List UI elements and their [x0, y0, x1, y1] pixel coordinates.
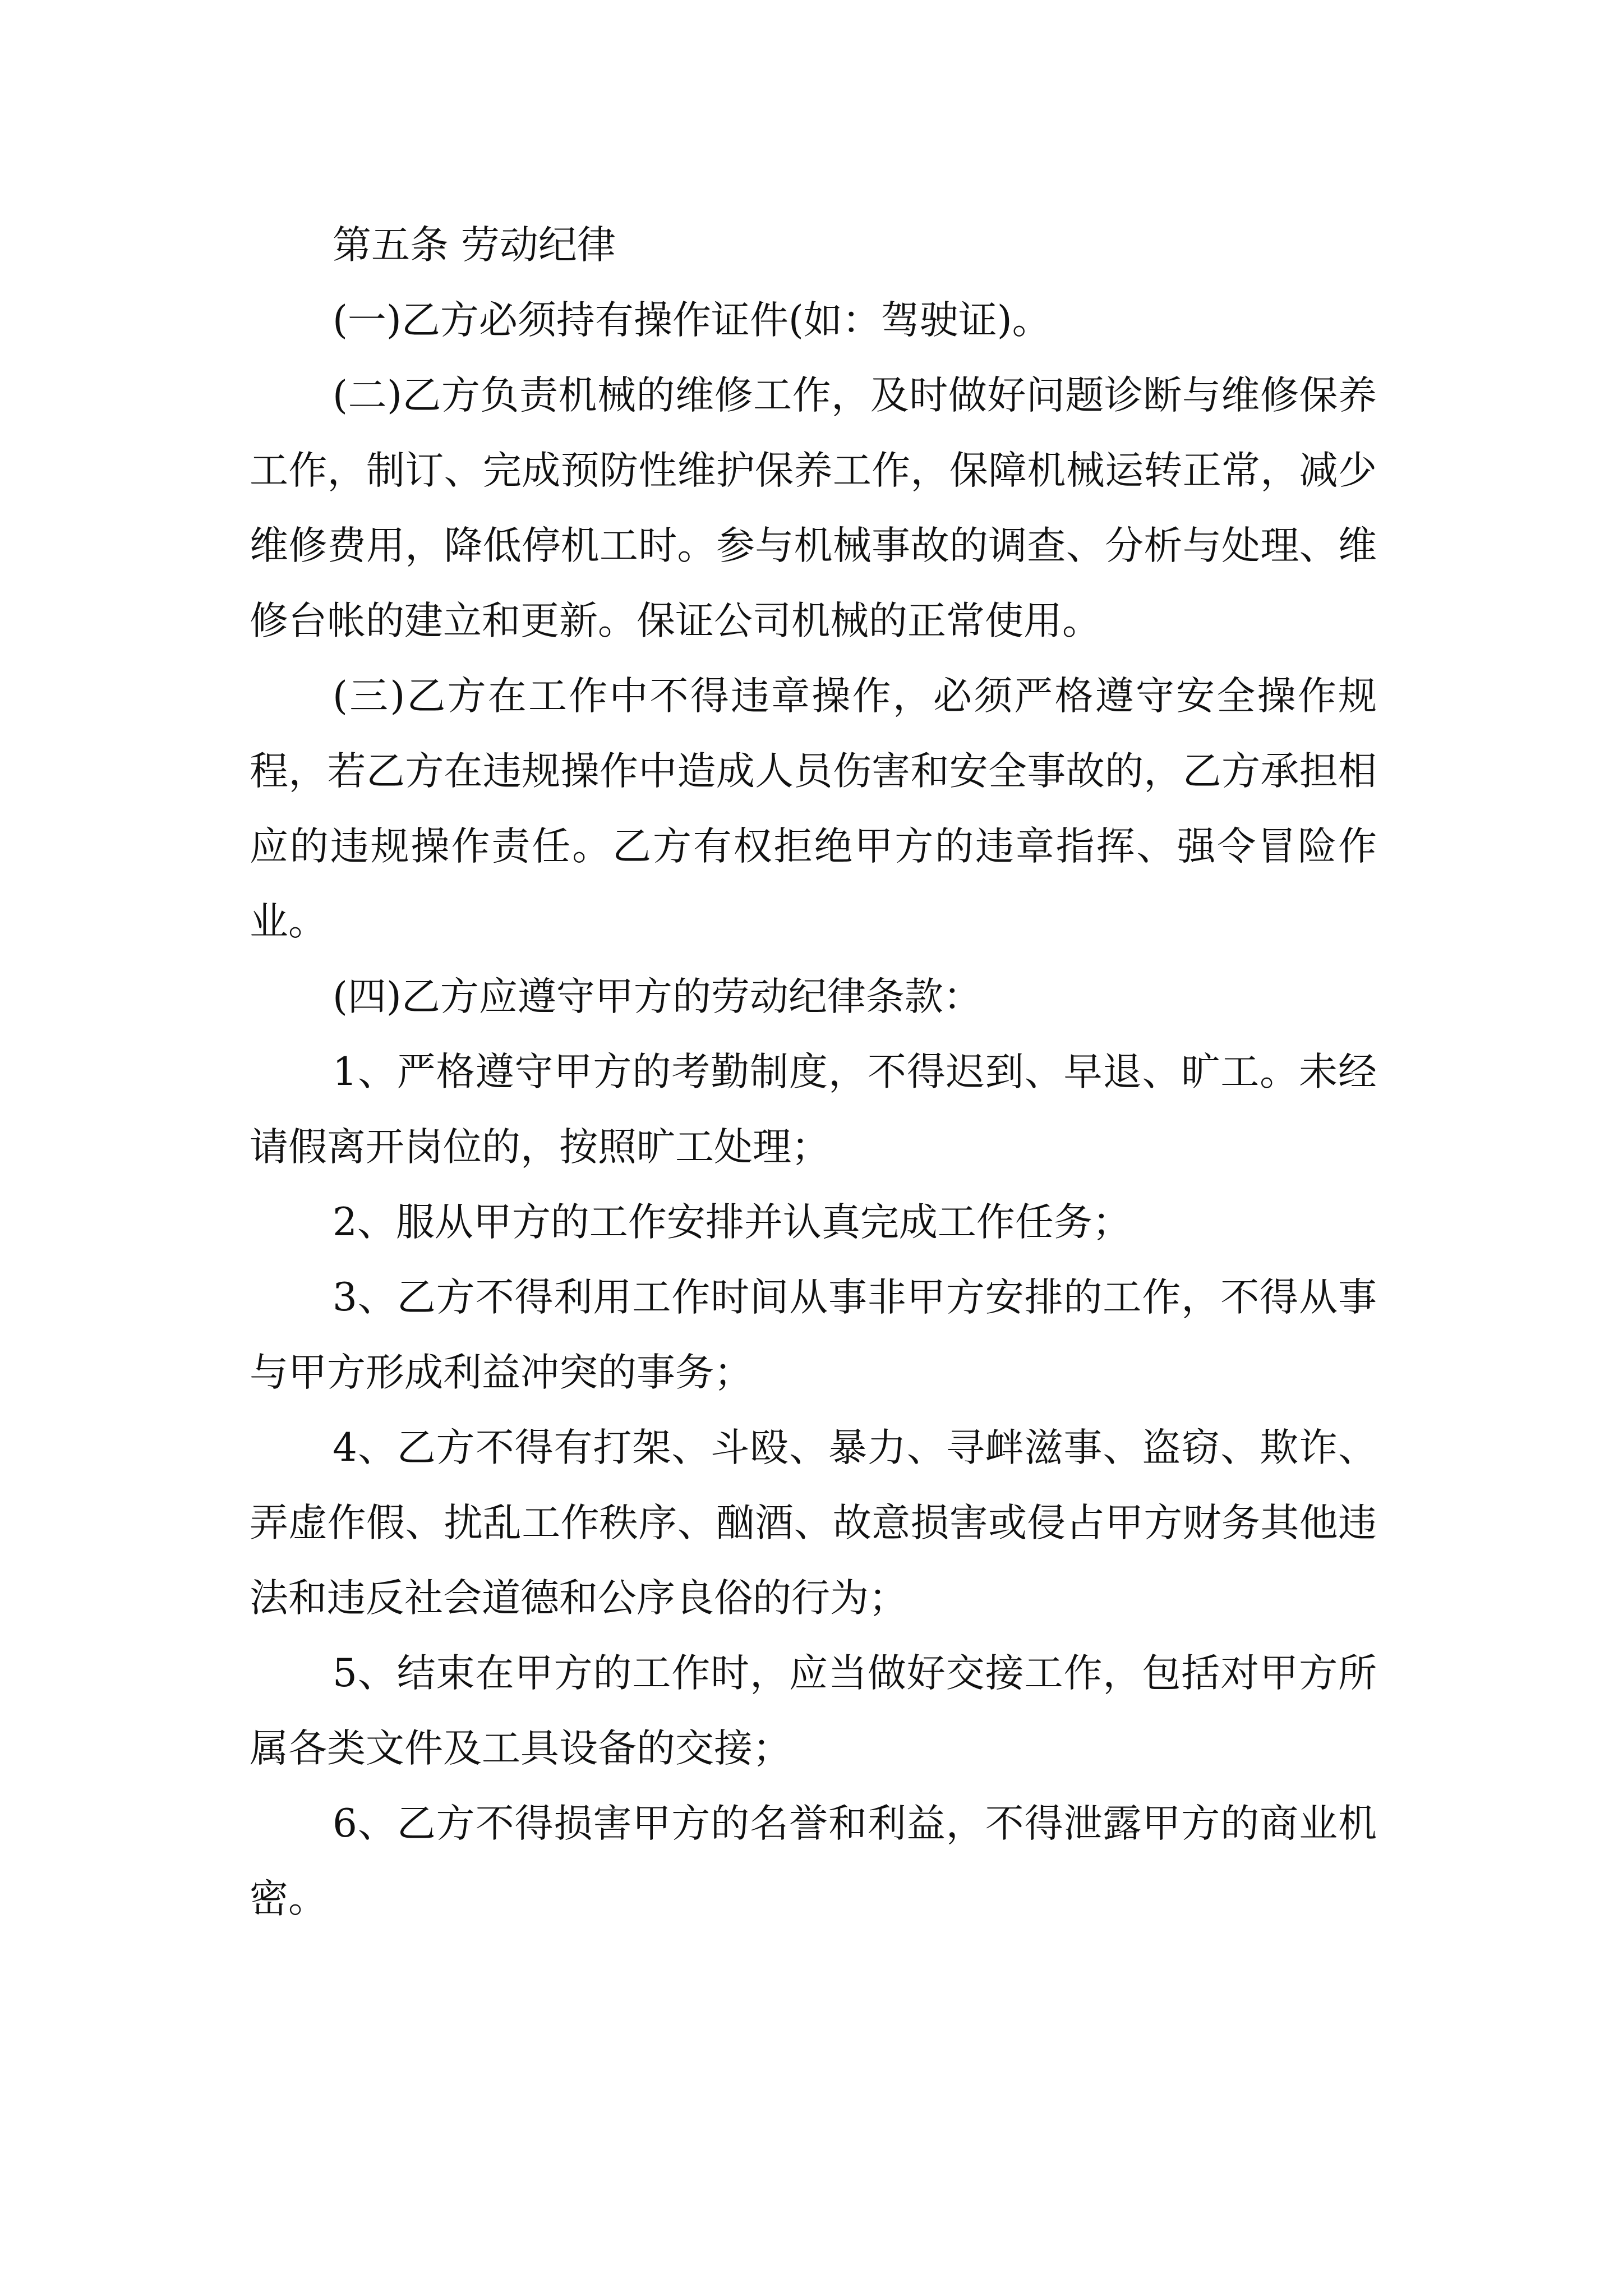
rule-item-5: 5、结束在甲方的工作时，应当做好交接工作，包括对甲方所属各类文件及工具设备的交接； [250, 1651, 1377, 1771]
section-title: 第五条 劳动纪律 [333, 223, 616, 268]
rule-item-4: 4、乙方不得有打架、斗殴、暴力、寻衅滋事、盗窃、欺诈、弄虚作假、扰乱工作秩序、酗酒、故意损害或侵占甲方财务其他违法和违反社会道德和公序良俗的行为； [250, 1425, 1377, 1621]
rule-item-3: 3、乙方不得利用工作时间从事非甲方安排的工作，不得从事与甲方形成利益冲突的事务； [250, 1275, 1377, 1395]
clause-3: (三)乙方在工作中不得违章操作，必须严格遵守安全操作规程，若乙方在违规操作中造成人员伤害和安全事故的，乙方承担相应的违规操作责任。乙方有权拒绝甲方的违章指挥、强令冒险作业。 [250, 674, 1377, 944]
clause-2: (二)乙方负责机械的维修工作，及时做好问题诊断与维修保养工作，制订、完成预防性维护保养工作，保障机械运转正常，减少维修费用，降低停机工时。参与机械事故的调查、分析与处理、维修台帐的建立和更新。保证公司机械的正常使用。 [250, 373, 1377, 643]
clause-1: (一)乙方必须持有操作证件(如：驾驶证)。 [333, 298, 1051, 343]
document-page [250, 208, 1377, 1936]
rule-item-6: 6、乙方不得损害甲方的名誉和利益，不得泄露甲方的商业机密。 [250, 1801, 1377, 1921]
rule-item-2: 2、服从甲方的工作安排并认真完成工作任务； [333, 1200, 1131, 1245]
rule-item-1: 1、严格遵守甲方的考勤制度，不得迟到、早退、旷工。未经请假离开岗位的，按照旷工处理； [250, 1050, 1377, 1170]
clause-4: (四)乙方应遵守甲方的劳动纪律条款： [333, 974, 982, 1019]
